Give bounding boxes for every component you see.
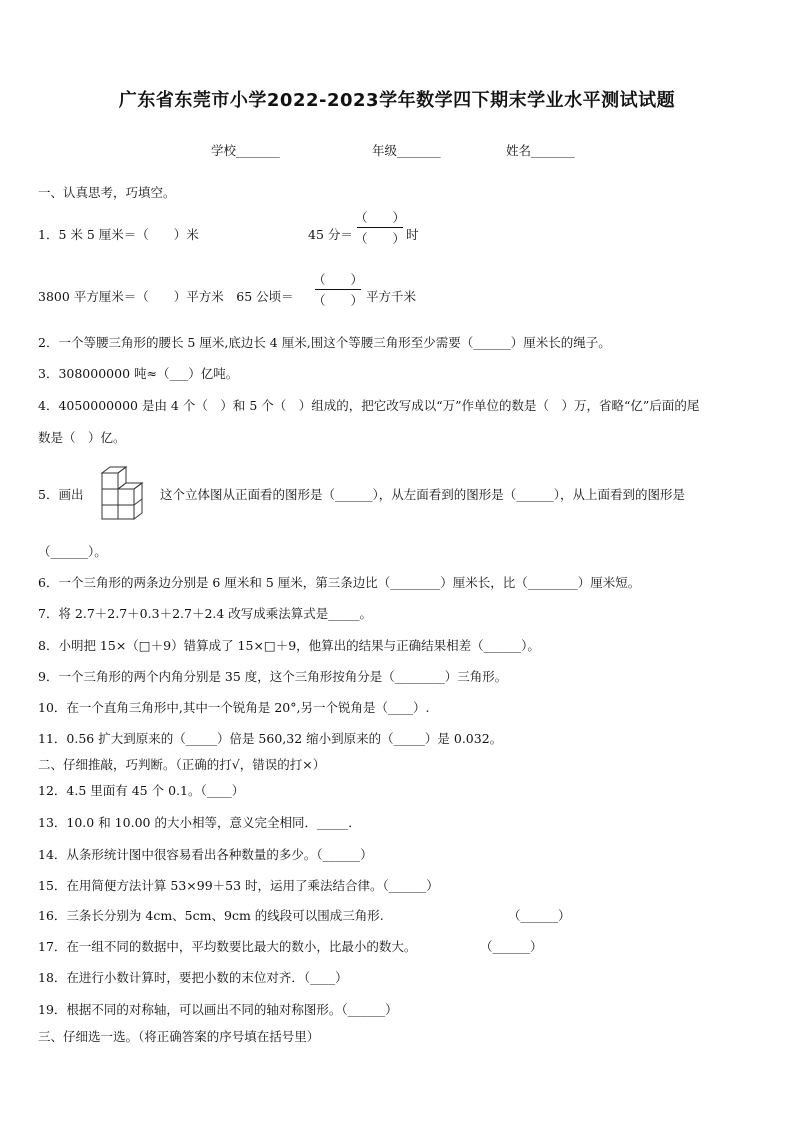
cube-figure bbox=[96, 465, 148, 521]
question-11: 11．0.56 扩大到原来的（_____）倍是 560,32 缩小到原来的（_____）是 0.032。 bbox=[38, 731, 503, 746]
grade-field[interactable]: 年级_______ bbox=[372, 143, 441, 158]
question-3: 3．308000000 吨≈（___）亿吨。 bbox=[38, 366, 239, 381]
question-7: 7．将 2.7＋2.7＋0.3＋2.7＋2.4 改写成乘法算式是_____。 bbox=[38, 606, 373, 621]
fraction-bar bbox=[315, 289, 361, 290]
question-14: 14．从条形统计图中很容易看出各种数量的多少。（______） bbox=[38, 847, 373, 862]
question-5-tail: （______）。 bbox=[38, 544, 107, 559]
section-heading-2: 二、仔细推敲，巧判断。（正确的打√，错误的打×） bbox=[38, 757, 326, 772]
question-17-answer: （______） bbox=[480, 939, 543, 954]
question-4-cont: 数是（ ）亿。 bbox=[38, 430, 126, 445]
question-6: 6．一个三角形的两条边分别是 6 厘米和 5 厘米，第三条边比（________）厘米长，比（________）厘米短。 bbox=[38, 575, 641, 590]
fraction-bar bbox=[357, 227, 403, 228]
name-field[interactable]: 姓名_______ bbox=[506, 143, 575, 158]
question-8: 8．小明把 15×（□＋9）错算成了 15×□＋9，他算出的结果与正确结果相差（______）。 bbox=[38, 638, 540, 653]
question-1b-lead: 45 分＝ bbox=[308, 227, 353, 242]
section-heading-1: 一、认真思考，巧填空。 bbox=[38, 185, 176, 200]
fraction-1c bbox=[313, 270, 363, 309]
question-10: 10．在一个直角三角形中,其中一个锐角是 20°,另一个锐角是（____）. bbox=[38, 700, 430, 715]
fraction-denominator: （ ） bbox=[355, 231, 406, 246]
question-9: 9．一个三角形的两个内角分别是 35 度，这个三角形按角分是（________）三角形。 bbox=[38, 669, 508, 684]
question-16-answer: （______） bbox=[508, 908, 571, 923]
fraction-1b bbox=[355, 208, 405, 247]
page-title: 广东省东莞市小学2022-2023学年数学四下期末学业水平测试试题 bbox=[118, 90, 676, 111]
question-1b-tail: 时 bbox=[406, 227, 419, 242]
fraction-denominator: （ ） bbox=[313, 293, 364, 308]
fraction-numerator: （ ） bbox=[313, 272, 364, 287]
question-15: 15．在用简便方法计算 53×99＋53 时，运用了乘法结合律。（______） bbox=[38, 878, 439, 893]
question-1c: 3800 平方厘米＝（ ）平方米 65 公顷＝ bbox=[38, 289, 294, 304]
question-18: 18．在进行小数计算时，要把小数的末位对齐．（____） bbox=[38, 970, 348, 985]
question-5-lead: 5．画出 bbox=[38, 487, 84, 502]
question-19: 19．根据不同的对称轴，可以画出不同的轴对称图形。（______） bbox=[38, 1002, 398, 1017]
question-17: 17．在一组不同的数据中，平均数要比最大的数小，比最小的数大。 bbox=[38, 939, 417, 954]
question-2: 2．一个等腰三角形的腰长 5 厘米,底边长 4 厘米,围这个等腰三角形至少需要（______）厘米长的绳子。 bbox=[38, 335, 611, 350]
question-13: 13．10.0 和 10.00 的大小相等，意义完全相同．_____． bbox=[38, 815, 361, 830]
question-1a: 1．5 米 5 厘米＝（ ）米 bbox=[38, 227, 199, 242]
school-field[interactable]: 学校_______ bbox=[211, 143, 280, 158]
fraction-numerator: （ ） bbox=[355, 210, 406, 225]
question-4: 4．4050000000 是由 4 个（ ）和 5 个（ ）组成的，把它改写成以“万”作单位的数是（ ）万，省略“亿”后面的尾 bbox=[38, 398, 700, 413]
question-5-text: 这个立体图从正面看的图形是（______），从左面看到的图形是（______），从上面看到的图形是 bbox=[160, 487, 686, 502]
question-1c-tail: 平方千米 bbox=[366, 289, 417, 304]
question-12: 12．4.5 里面有 45 个 0.1。（____） bbox=[38, 783, 245, 798]
question-16: 16．三条长分别为 4cm、5cm、9cm 的线段可以围成三角形. bbox=[38, 908, 384, 923]
section-heading-3: 三、仔细选一选。（将正确答案的序号填在括号里） bbox=[38, 1029, 320, 1044]
